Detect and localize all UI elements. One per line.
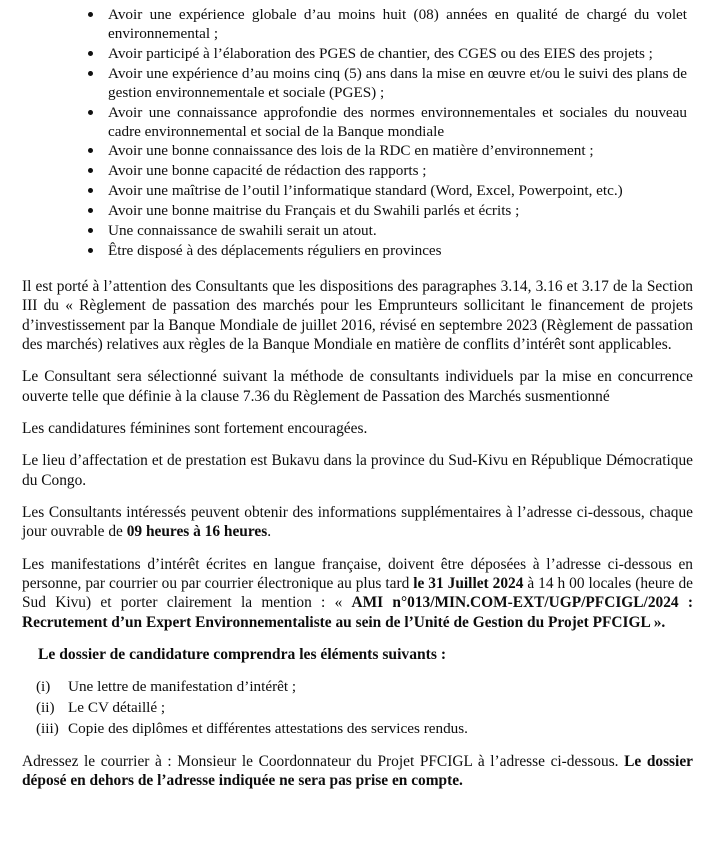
requirements-section bbox=[74, 6, 693, 261]
list-marker: (iii) bbox=[36, 719, 59, 737]
list-item bbox=[74, 65, 693, 103]
bullet-icon bbox=[88, 71, 93, 76]
paragraph-selection-method: Le Consultant sera sélectionné suivant la méthode de consultants individuels par la mise en concurrence ouverte telle que définie à la clause 7.36 du Règlement de Passation des Marchés susmentionné bbox=[22, 368, 693, 405]
requirement-text: Avoir une maîtrise de l’outil l’informatique standard (Word, Excel, Powerpoint, etc.) bbox=[108, 182, 623, 200]
mail-text-bold: Le dossier déposé en dehors de l’adresse indiquée ne sera pas prise en compte. bbox=[22, 753, 693, 790]
list-marker: (ii) bbox=[36, 698, 55, 716]
paragraph-information bbox=[22, 503, 693, 542]
paragraph-submission bbox=[22, 555, 693, 632]
list-item bbox=[74, 202, 693, 221]
list-item bbox=[74, 104, 693, 142]
paragraph-conflicts-of-interest: Il est porté à l’attention des Consultants que les dispositions des paragraphes 3.14, 3.16 et 3.17 de la Section III du « Règlement de passation des marchés pour les Emprunteurs sollicitant le financement de projets d’investissement par la Banque Mondiale de juillet 2016, révisé en septembre 2023 (Règlement de passation des marchés) relatives aux règles de la Banque Mondiale en matière de conflits d’intérêt sont applicables. bbox=[22, 277, 693, 353]
application-file-list bbox=[22, 677, 693, 738]
list-item bbox=[22, 677, 693, 696]
requirement-text: Avoir une expérience globale d’au moins huit (08) années en qualité de chargé du volet environnemental ; bbox=[108, 6, 687, 42]
bullet-icon bbox=[88, 228, 93, 233]
list-item-text: Copie des diplômes et différentes attestations des services rendus. bbox=[68, 719, 468, 737]
mail-text-part1: Adressez le courrier à : Monsieur le Coordonnateur du Projet PFCIGL à l’adresse ci-dessous. bbox=[22, 753, 625, 771]
requirement-text: Être disposé à des déplacements réguliers en provinces bbox=[108, 242, 442, 260]
application-file-title: Le dossier de candidature comprendra les éléments suivants : bbox=[38, 645, 447, 663]
requirement-text: Une connaissance de swahili serait un atout. bbox=[108, 222, 377, 240]
requirements-list bbox=[74, 6, 693, 261]
bullet-icon bbox=[88, 51, 93, 56]
submission-reference: AMI n°013/MIN.COM-EXT/UGP/PFCIGL/2024 : Recrutement d’un Expert Environnementaliste au sein de l’Unité de Gestion du Projet PFCIGL ». bbox=[22, 594, 693, 631]
list-item bbox=[74, 242, 693, 261]
list-item-text: Une lettre de manifestation d’intérêt ; bbox=[68, 677, 297, 695]
bullet-icon bbox=[88, 148, 93, 153]
list-item bbox=[22, 698, 693, 717]
submission-text-part1: Les manifestations d’intérêt écrites en langue française, doivent être déposées à l’adresse ci-dessous en personne, par courrier ou par courrier électronique au plus tard bbox=[22, 555, 693, 592]
list-item bbox=[74, 182, 693, 201]
information-text-part1: Les Consultants intéressés peuvent obtenir des informations supplémentaires à l’adresse ci-dessous, chaque jour ouvrable de bbox=[22, 503, 693, 541]
list-item bbox=[74, 45, 693, 64]
requirement-text: Avoir une bonne maitrise du Français et du Swahili parlés et écrits ; bbox=[108, 202, 520, 220]
information-hours: 09 heures à 16 heures bbox=[126, 523, 268, 541]
submission-deadline: le 31 Juillet 2024 bbox=[413, 574, 524, 592]
list-item bbox=[22, 719, 693, 738]
bullet-icon bbox=[88, 12, 93, 17]
list-item-text: Le CV détaillé ; bbox=[68, 698, 166, 716]
list-item bbox=[74, 6, 693, 44]
list-marker: (i) bbox=[36, 677, 51, 695]
list-item bbox=[74, 162, 693, 181]
submission-text-part2: à 14 h 00 locales (heure de Sud Kivu) et porter clairement la mention : « bbox=[22, 574, 693, 612]
bullet-icon bbox=[88, 188, 93, 193]
paragraph-female-candidates: Les candidatures féminines sont fortement encouragées. bbox=[22, 419, 368, 437]
list-item bbox=[74, 222, 693, 241]
bullet-icon bbox=[88, 248, 93, 253]
list-item bbox=[74, 142, 693, 161]
requirement-text: Avoir une bonne capacité de rédaction des rapports ; bbox=[108, 162, 427, 180]
paragraph-duty-station: Le lieu d’affectation et de prestation est Bukavu dans la province du Sud-Kivu en République Démocratique du Congo. bbox=[22, 452, 693, 489]
requirement-text: Avoir une connaissance approfondie des normes environnementales et sociales du nouveau cadre environnemental et social de la Banque mondiale bbox=[108, 103, 687, 140]
body-text-section bbox=[22, 277, 693, 632]
bullet-icon bbox=[88, 110, 93, 115]
bullet-icon bbox=[88, 168, 93, 173]
paragraph-mailing-instructions bbox=[22, 752, 693, 791]
requirement-text: Avoir une bonne connaissance des lois de la RDC en matière d’environnement ; bbox=[108, 142, 594, 160]
requirement-text: Avoir participé à l’élaboration des PGES de chantier, des CGES ou des EIES des projets ; bbox=[108, 44, 653, 62]
bullet-icon bbox=[88, 208, 93, 213]
requirement-text: Avoir une expérience d’au moins cinq (5) ans dans la mise en œuvre et/ou le suivi des plans de gestion environnementale et sociale (PGES) ; bbox=[108, 64, 687, 101]
information-text-part2: . bbox=[267, 523, 272, 541]
